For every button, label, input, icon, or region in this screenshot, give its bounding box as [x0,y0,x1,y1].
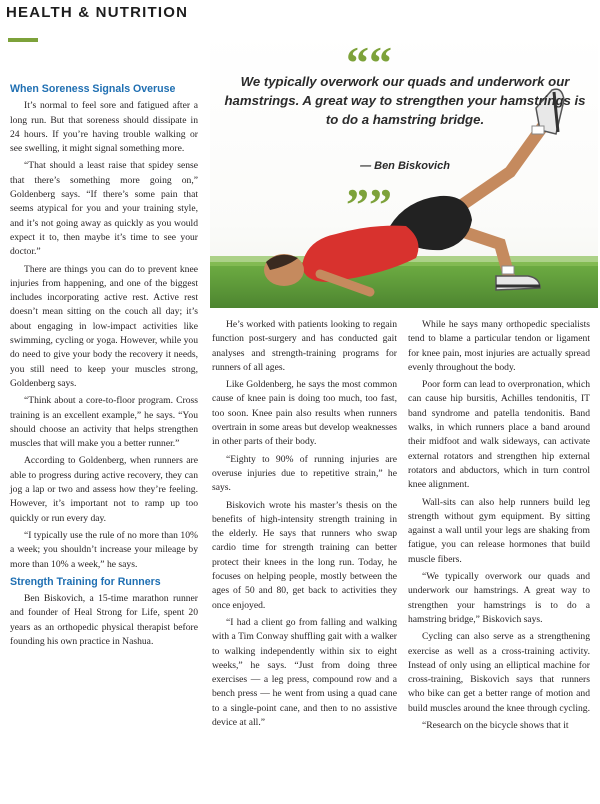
article-column-1 [10,80,198,652]
paragraph: “I typically use the rule of no more than 10% a week; you shouldn’t increase your mileage by more than 10% a week,” he says. [10,529,198,570]
pull-quote: We typically overwork our quads and underwork our hamstrings. A great way to strengthen your hamstrings is to do a hamstring bridge. [224,74,586,127]
paragraph: “That should a least raise that spidey sense that there’s something more going on,” Goldenberg says. “If there’s some pain that seems atypical for you and your training style, and it’s not going away as quickly as you would expect it to, then maybe it’s time to see your doctor.” [10,160,198,258]
right-double-quote-icon: ”” [346,179,392,230]
paragraph: “Think about a core-to-floor program. Cross training is an excellent example,” he says. “You should choose an activity that helps strengthen muscles that will make you a better runner.” [10,395,198,450]
paragraph: “Research on the bicycle shows that it [422,720,569,732]
paragraph: Poor form can lead to overpronation, which can cause hip bursitis, Achilles tendonitis, IT band syndrome and patella tendonitis. Band walks, in which runners place a band around their midfoot and walk sideways, can activate external rotators and strengthen hip external rotators and abductors, which in turn control knee alignment. [408,379,590,491]
article-column-2 [212,318,397,733]
paragraph: Biskovich wrote his master’s thesis on the benefits of high-intensity strength training in the elderly. He says that runners who swap cardio time for strength training can better protect their knees in the long run. Today, he focuses on helping people, mostly between the ages of 50 and 80, get back to activities they once enjoyed. [212,499,397,611]
paragraph: Wall-sits can also help runners build leg strength without gym equipment. By sitting against a wall until your legs are shaking from fatigue, you can release hormones that build muscle fibers. [408,496,590,565]
paragraph: “I had a client go from falling and walking with a Tim Conway shuffling gait with a walker to walking independently within six to eight weeks,” he says. “Just from doing three exercises — a leg press, compound row and a bench press — he went from using a quad cane to a single-point cane, and then to no assistive device at all.” [212,616,397,729]
paragraph: He’s worked with patients looking to regain function post-surgery and has conducted gait analyses and strength-training programs for runners of all ages. [212,319,397,373]
paragraph: Like Goldenberg, he says the most common cause of knee pain is doing too much, too fast, too soon. Knee pain also results when runners overtrain in some areas but develop weaknesses in other parts of their body. [212,379,397,448]
article-column-3 [408,318,590,736]
subhead-strength-training: Strength Training for Runners [10,575,161,588]
paragraph: “Eighty to 90% of running injuries are overuse injuries due to repetitive strain,” he says. [212,453,397,494]
pull-quote-attribution: — Ben Biskovich [360,160,450,172]
paragraph: While he says many orthopedic specialists tend to blame a particular tendon or ligament for knee pain, most injuries are actually spread evenly throughout the body. [408,319,590,373]
section-label: HEALTH & NUTRITION [6,4,189,21]
paragraph: Cycling can also serve as a strengthening exercise as well as a cross-training activity. Instead of only using an elliptical machine for cross-training, Biskovich says that runners who bike can get a better range of motion and build muscles around the knee through cycling. [408,631,590,714]
paragraph: There are things you can do to prevent knee injuries from happening, and one of the biggest includes incorporating active rest. Active rest doesn’t mean sitting on the couch all day; it’s about engaging in low-impact activities like swimming, cycling or yoga. However, while you do need to give your body the recovery it needs, you still need to keep your muscles strong, Goldenberg says. [10,263,198,389]
accent-bar [8,38,38,42]
paragraph: “We typically overwork our quads and underwork our hamstrings. A great way to strengthen your hamstrings is to do a hamstring bridge,” Biskovich says. [408,571,590,625]
subhead-overuse: When Soreness Signals Overuse [10,83,176,95]
hero-illustration-panel [210,30,598,308]
paragraph: It’s normal to feel sore and fatigued after a long run. But that soreness should dissipate in 24 hours. If you’re having trouble walking or see swelling, it might signal something more. [10,100,198,155]
paragraph: According to Goldenberg, when runners are able to progress during active recovery, they can jog a lap or two and assess how they’re feeling. However, it’s important not to ramp up too quickly or run every day. [10,455,198,524]
paragraph: Ben Biskovich, a 15-time marathon runner and founder of Heal Strong for Life, spent 20 years as an orthopedic physical therapist before founding his own practice in Nashua. [10,593,198,647]
left-double-quote-icon: ““ [346,37,392,88]
